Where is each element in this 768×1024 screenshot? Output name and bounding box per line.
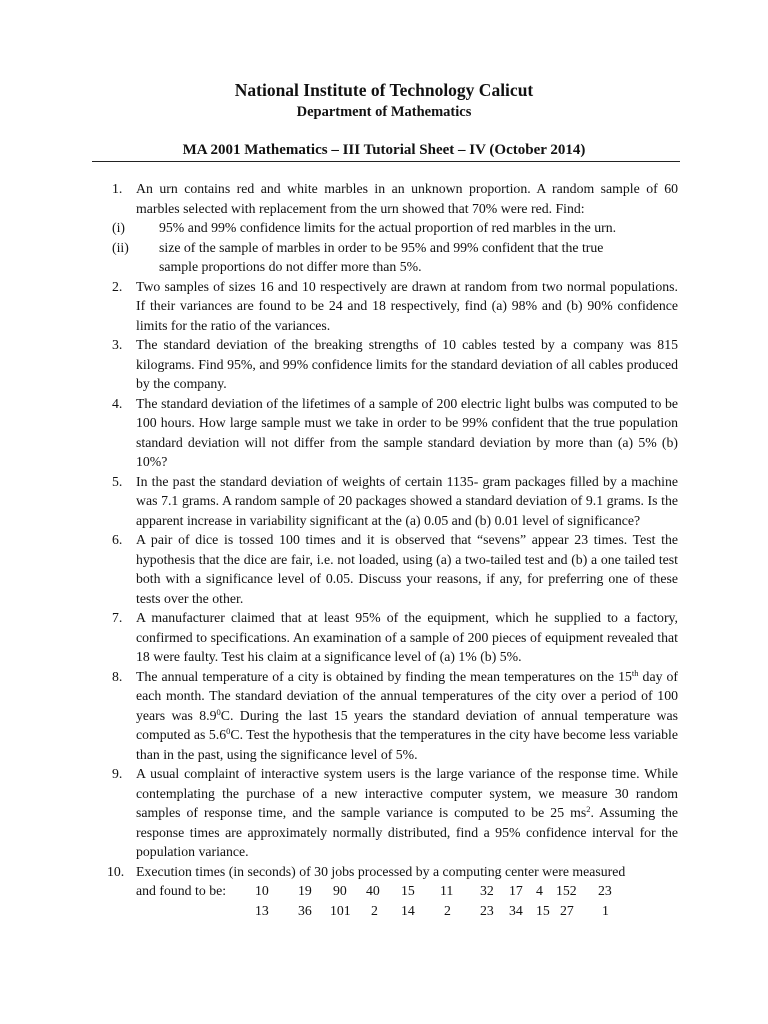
question-text: An urn contains red and white marbles in an unknown proportion. A random sample of 60 marbles selected with replacement from the urn showed that 70% were red. Find: — [136, 181, 678, 216]
data-value: 23 — [480, 902, 494, 918]
data-value: 40 — [366, 883, 380, 898]
superscript: 2 — [586, 804, 591, 814]
question-list — [0, 179, 768, 920]
data-value: 19 — [298, 883, 312, 898]
question-9 — [0, 764, 678, 862]
question-2 — [0, 277, 678, 336]
data-value: 2 — [444, 902, 451, 918]
data-row-2 — [0, 901, 768, 921]
question-number: 8. — [112, 668, 123, 684]
question-10 — [0, 862, 678, 882]
question-number: 5. — [112, 473, 123, 489]
institute-name: National Institute of Technology Calicut — [234, 80, 534, 100]
data-value: 101 — [330, 902, 351, 918]
data-value: 23 — [598, 883, 612, 898]
data-lead-text: and found to be: — [136, 883, 227, 898]
question-7 — [0, 608, 678, 667]
question-6 — [0, 530, 678, 608]
question-number: 2. — [112, 278, 123, 294]
question-number: 10. — [107, 863, 125, 879]
part-label: (ii) — [112, 239, 129, 255]
question-1 — [0, 179, 678, 218]
question-number: 6. — [112, 532, 123, 547]
question-number: 4. — [112, 395, 123, 411]
question-1-part-ii-continued: sample proportions do not differ more than 5%. — [159, 259, 422, 274]
department-name: Department of Mathematics — [296, 104, 472, 120]
superscript: th — [631, 667, 639, 678]
data-value: 17 — [509, 883, 523, 898]
data-value: 11 — [440, 883, 454, 898]
data-value: 32 — [480, 883, 494, 898]
data-value: 15 — [536, 902, 550, 918]
text-run: C. During the last 15 years the standard deviation of annual temperature was computed as 5.6 — [136, 707, 679, 742]
sheet-title: MA 2001 Mathematics – III Tutorial Sheet – IV (October 2014) — [182, 142, 586, 158]
data-value: 34 — [509, 902, 523, 918]
superscript: 0 — [226, 726, 231, 736]
text-run: . Assuming the response times are approximately normally distributed, find a 95% confidence interval for the population variance. — [136, 805, 679, 859]
text-run: A usual complaint of interactive system users is the large variance of the response time. While contemplating the purchase of a new interactive computer system, we measure 30 random samples of response time, and the sample variance is computed to be 25 ms — [136, 766, 678, 820]
question-8 — [0, 667, 678, 765]
data-value: 13 — [255, 902, 269, 918]
question-text: Two samples of sizes 16 and 10 respectively are drawn at random from two normal populations. If their variances are found to be 24 and 18 respectively, find (a) 98% and (b) 90% confidence limits for the ratio of the variances. — [136, 278, 678, 333]
data-value: 15 — [401, 883, 415, 898]
question-text: In the past the standard deviation of weights of certain 1135- gram packages filled by a machine was 7.1 grams. A random sample of 20 packages showed a standard deviation of 9.1 grams. Is the apparent increase in variability significant at the (a) 0.05 and (b) 0.01 level of significance? — [136, 473, 678, 528]
part-label: (i) — [112, 220, 126, 235]
text-run: day of each month. The standard deviation of the annual temperatures of the city over a period of 100 years was 8.9 — [136, 668, 679, 723]
data-value: 1 — [602, 902, 609, 918]
question-number: 3. — [112, 337, 123, 352]
data-value: 14 — [401, 902, 415, 918]
text-run: The annual temperature of a city is obtained by finding the mean temperatures on the 15 — [136, 668, 632, 684]
part-text: 95% and 99% confidence limits for the actual proportion of red marbles in the urn. — [159, 220, 617, 235]
data-value: 27 — [560, 902, 574, 918]
data-value: 152 — [556, 883, 577, 898]
question-text: A pair of dice is tossed 100 times and it is observed that “sevens” appear 23 times. Test the hypothesis that the dice are fair, i.e. not loaded, using (a) a two-tailed test and (b) a one tailed test both with a significance level of 0.05. Discuss your reasons, if any, for preferring one of these tests over the other. — [136, 532, 678, 606]
title-divider — [92, 161, 680, 162]
question-3 — [0, 335, 678, 394]
question-1-part-i — [0, 218, 678, 238]
question-text: The standard deviation of the breaking strengths of 10 cables tested by a company was 815 kilograms. Find 95%, and 99% confidence limits for the standard deviation of all cables produced by the company. — [136, 337, 678, 391]
text-run: C. Test the hypothesis that the temperatures in the city have become less variable than in the past, using the significance level of 5%. — [136, 727, 679, 762]
question-number: 7. — [112, 610, 123, 625]
question-text: A manufacturer claimed that at least 95% of the equipment, which he supplied to a factory, confirmed to specifications. An examination of a sample of 200 pieces of equipment revealed that 18 were faulty. Test his claim at a significance level of (a) 1% (b) 5%. — [136, 610, 678, 664]
data-value: 90 — [333, 883, 347, 898]
question-number: 1. — [112, 181, 123, 196]
data-value: 4 — [536, 883, 543, 898]
superscript: 0 — [216, 706, 221, 717]
part-text: size of the sample of marbles in order to be 95% and 99% confident that the true — [159, 239, 604, 255]
question-number: 9. — [112, 766, 123, 781]
data-value: 10 — [255, 883, 269, 898]
question-text — [136, 766, 678, 859]
data-row-1 — [0, 881, 768, 901]
question-1-part-ii — [0, 238, 678, 258]
question-text: The standard deviation of the lifetimes of a sample of 200 electric light bulbs was computed to be 100 hours. How large sample must we take in order to be 99% confident that the true population standard deviation will not differ from the sample standard deviation by more than (a) 5% (b) 10%? — [136, 395, 678, 469]
question-5 — [0, 472, 678, 531]
question-4 — [0, 394, 678, 472]
question-text — [136, 669, 678, 762]
question-text: Execution times (in seconds) of 30 jobs processed by a computing center were measured — [136, 863, 626, 879]
data-value: 36 — [298, 902, 312, 918]
data-value: 2 — [371, 902, 378, 918]
